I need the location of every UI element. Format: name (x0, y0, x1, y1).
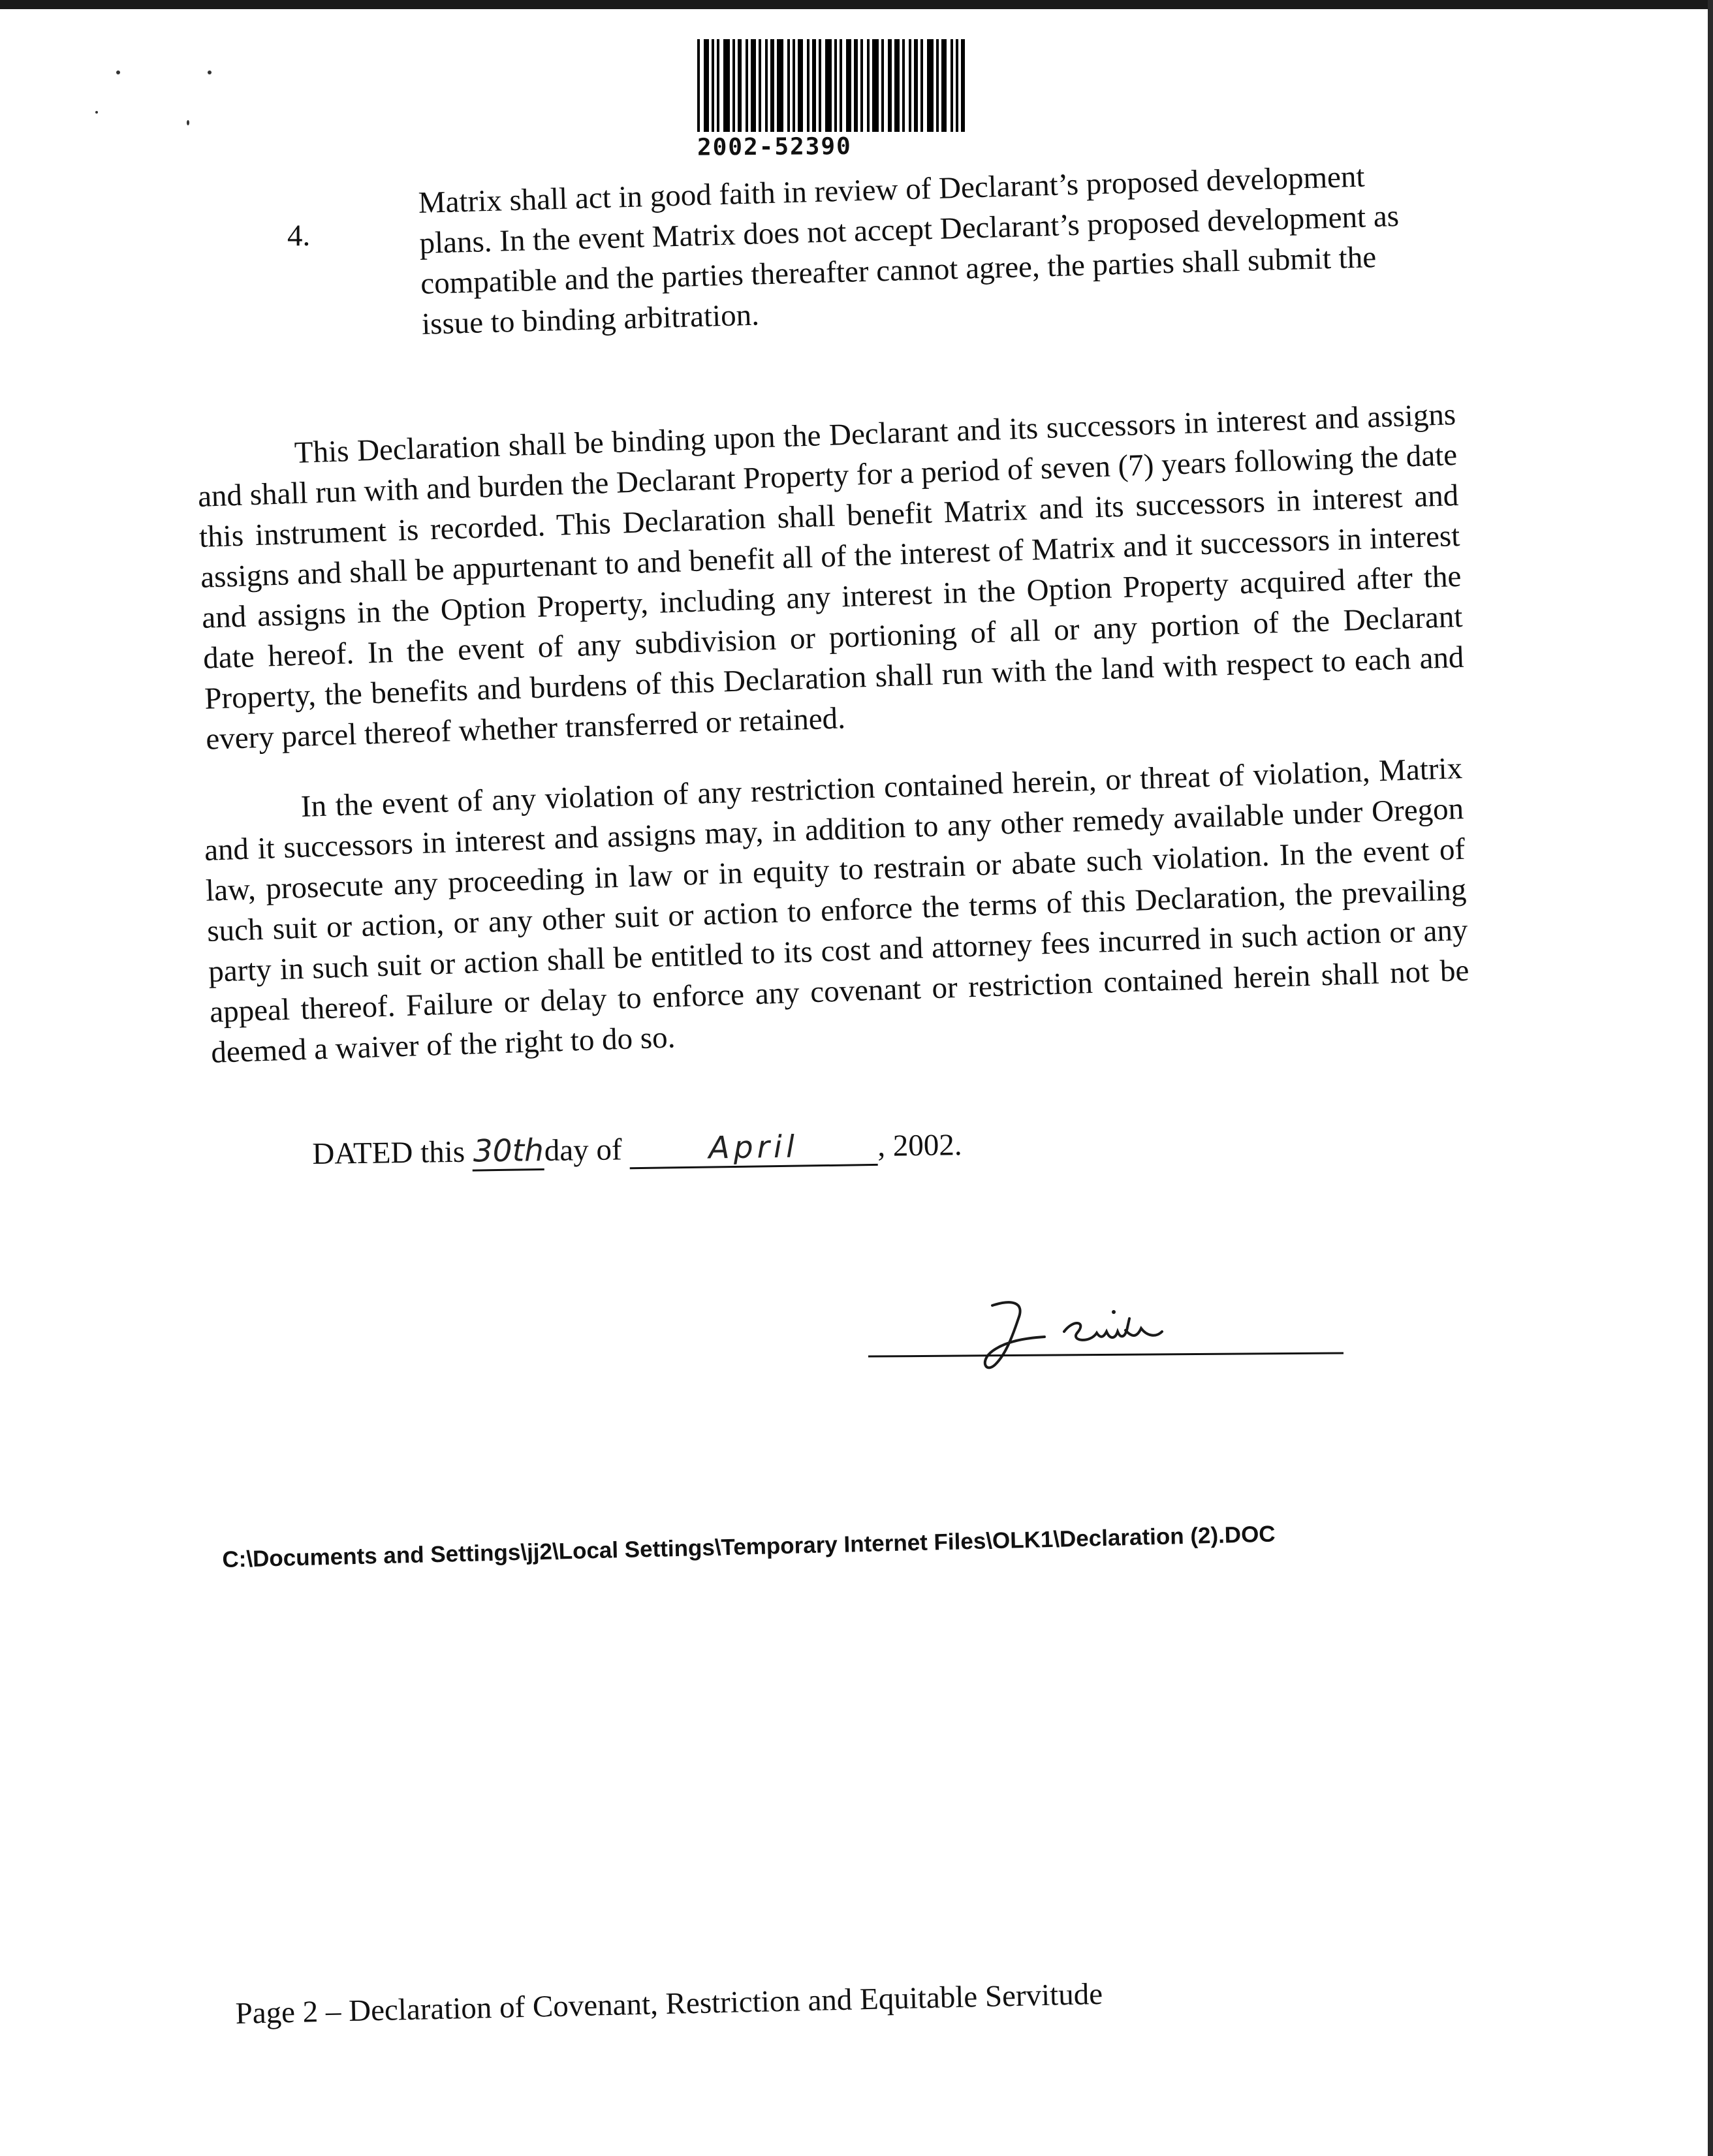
barcode-bar (825, 39, 832, 132)
barcode-bar (902, 39, 905, 132)
barcode-bar (793, 39, 795, 132)
barcode-bar (712, 39, 714, 132)
barcode-bar (927, 39, 934, 132)
barcode-bar (798, 39, 803, 132)
barcode-bar (840, 39, 842, 132)
barcode-bar (951, 39, 953, 132)
item-4-text: Matrix shall act in good faith in review of Declarant’s proposed development plans. In the event Matrix does not accept Declarant’s proposed development as compatible and the parties thereafter cannot agree, the parties shall submit the issue to binding arbitration. (418, 159, 1400, 341)
barcode-bar (961, 39, 965, 132)
barcode (697, 39, 998, 132)
scan-speck (95, 111, 98, 114)
barcode-bar (867, 39, 870, 132)
barcode-bar (872, 39, 879, 132)
dated-day: 30th (472, 1133, 544, 1172)
barcode-bar (732, 39, 735, 132)
barcode-bar (704, 39, 709, 132)
binding-paragraph-text: This Declaration shall be binding upon the Declarant and its successors in interest and assigns and shall run with and burden the Declarant Property for a period of seven (7) years following the date this instrument is recorded. This Declaration shall benefit Matrix and its successors in interest and assigns and shall be appurtenant to and benefit all of the interest of Matrix and it successors in interest and assigns in the Option Property, including any interest in the Option Property acquired after the date hereof. In the event of any subdivision or portioning of all or any portion of the Declarant Property, the benefits and burdens of this Declaration shall run with the land with respect to each and every parcel thereof whether transferred or retained. (197, 398, 1465, 757)
barcode-block (697, 39, 998, 160)
barcode-bar (807, 39, 809, 132)
barcode-bar (759, 39, 761, 132)
barcode-bar (909, 39, 911, 132)
file-path: C:\Documents and Settings\jj2\Local Settings\Temporary Internet Files\OLK1\Declaration (2).DOC (222, 1521, 1276, 1572)
scan-top-edge (0, 0, 1713, 9)
barcode-bar (819, 39, 821, 132)
barcode-bar (765, 39, 768, 132)
dated-prefix: DATED this (312, 1134, 465, 1171)
violation-paragraph-text: In the event of any violation of any restriction contained herein, or threat of violation, Matrix and it successors in interest and assigns may, in addition to any other remedy available under Oregon law, prosecute any proceeding in law or in equity to restrain or abate such violation. In the event of such suit or action, or any other suit or action to enforce the terms of this Declaration, the prevailing party in such suit or action shall be entitled to its cost and attorney fees incurred in such action or any appeal thereof. Failure or delay to enforce any covenant or restriction contained herein shall not be deemed a waiver of the right to do so. (204, 751, 1470, 1070)
barcode-number: 2002-52390 (697, 133, 852, 161)
barcode-bar (846, 39, 851, 132)
barcode-bar (941, 39, 947, 132)
dated-suffix: , 2002. (877, 1128, 962, 1163)
barcode-bar (717, 39, 719, 132)
barcode-bar (746, 39, 748, 132)
signature-scribble (966, 1292, 1201, 1377)
scan-speck (208, 70, 212, 74)
barcode-bar (770, 39, 774, 132)
signature (966, 1292, 1201, 1381)
item-number: 4. (287, 219, 311, 253)
dated-month: April (629, 1128, 878, 1169)
barcode-bar (812, 39, 816, 132)
barcode-bar (697, 39, 700, 132)
barcode-bar (956, 39, 958, 132)
violation-paragraph (202, 748, 1471, 1073)
barcode-bar (936, 39, 939, 132)
dated-middle: day of (544, 1133, 622, 1168)
barcode-bar (834, 39, 837, 132)
page-footer: Page 2 – Declaration of Covenant, Restriction and Equitable Servitude (235, 1976, 1103, 2031)
barcode-bar (751, 39, 756, 132)
scan-right-edge (1708, 0, 1713, 2156)
barcode-bar (723, 39, 730, 132)
barcode-bar (738, 39, 742, 132)
binding-paragraph (196, 394, 1466, 760)
barcode-bar (888, 39, 892, 132)
barcode-bar (787, 39, 790, 132)
scan-speck (187, 120, 189, 125)
barcode-bar (914, 39, 918, 132)
barcode-bar (777, 39, 783, 132)
barcode-bar (894, 39, 900, 132)
scan-speck (116, 70, 120, 74)
barcode-bar (860, 39, 863, 132)
barcode-bar (854, 39, 858, 132)
dated-line (312, 1127, 962, 1174)
barcode-bar (920, 39, 923, 132)
barcode-bar (881, 39, 884, 132)
